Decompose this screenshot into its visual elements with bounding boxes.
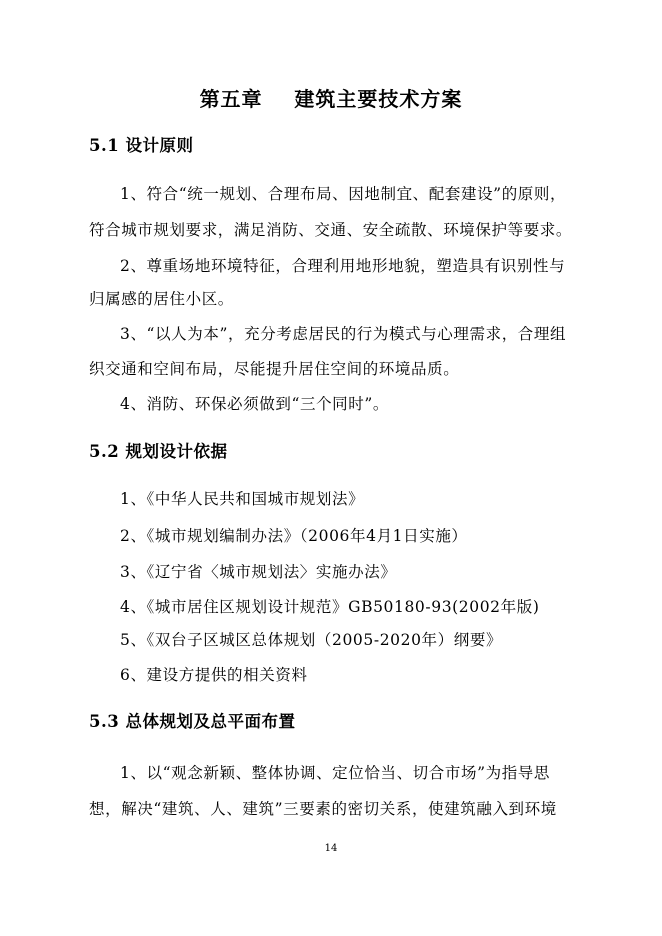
reference-item: 3、《辽宁省〈城市规划法〉实施办法》 bbox=[120, 563, 397, 581]
reference-item: 1、《中华人民共和国城市规划法》 bbox=[120, 490, 365, 508]
paragraph-line: 1、符合“统一规划、合理布局、因地制宜、配套建设”的原则， bbox=[120, 185, 567, 203]
paragraph-line: 1、以“观念新颖、整体协调、定位恰当、切合市场”为指导思 bbox=[120, 764, 551, 782]
section-heading-5-1: 5.1 设计原则 bbox=[89, 136, 194, 155]
section-heading-5-2: 5.2 规划设计依据 bbox=[89, 442, 228, 461]
paragraph-line: 织交通和空间布局，尽能提升居住空间的环境品质。 bbox=[89, 360, 460, 378]
section-heading-5-3: 5.3 总体规划及总平面布置 bbox=[89, 712, 296, 731]
paragraph-line: 想，解决“建筑、人、建筑”三要素的密切关系，使建筑融入到环境 bbox=[89, 800, 557, 818]
chapter-title: 第五章 建筑主要技术方案 bbox=[199, 87, 463, 111]
paragraph-line: 3、“以人为本”，充分考虑居民的行为模式与心理需求，合理组 bbox=[120, 325, 567, 343]
reference-item: 6、建设方提供的相关资料 bbox=[120, 666, 308, 684]
reference-item: 5、《双台子区城区总体规划（2005-2020年）纲要》 bbox=[120, 631, 503, 649]
paragraph-line: 2、尊重场地环境特征，合理利用地形地貌，塑造具有识别性与 bbox=[120, 257, 566, 275]
paragraph-line: 4、消防、环保必须做到“三个同时”。 bbox=[120, 395, 390, 413]
reference-item: 4、《城市居住区规划设计规范》GB50180-93(2002年版) bbox=[120, 598, 540, 616]
reference-item: 2、《城市规划编制办法》（2006年4月1日实施） bbox=[120, 527, 468, 545]
page-number: 14 bbox=[324, 843, 338, 854]
paragraph-line: 归属感的居住小区。 bbox=[89, 290, 234, 308]
paragraph-line: 符合城市规划要求，满足消防、交通、安全疏散、环境保护等要求。 bbox=[89, 221, 573, 239]
